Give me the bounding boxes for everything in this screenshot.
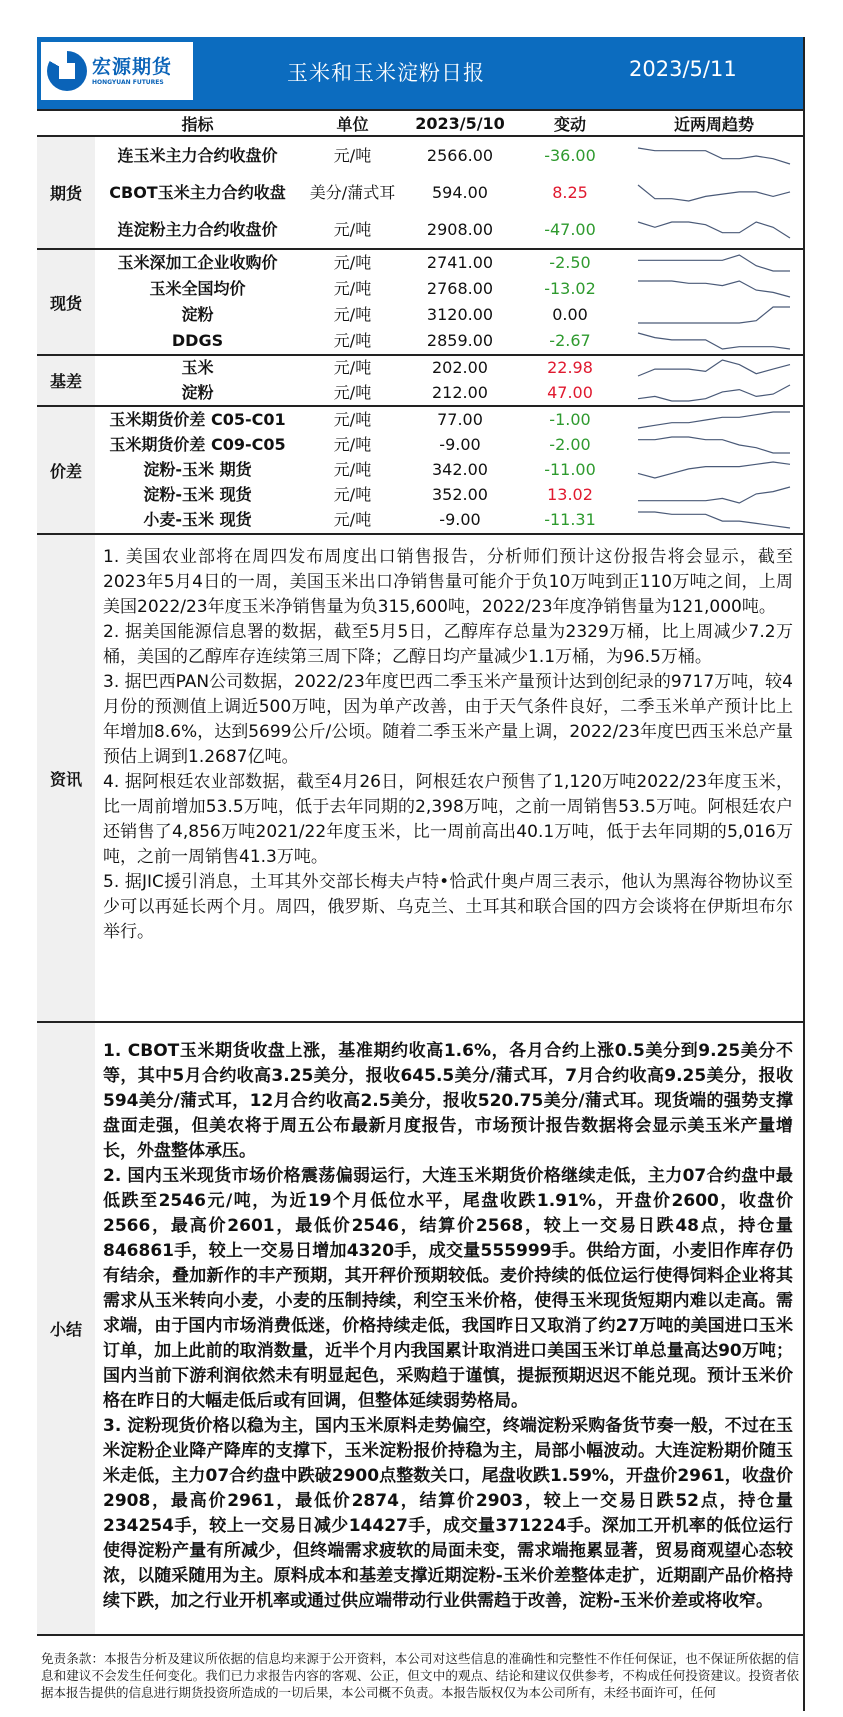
unit: 元/吨 bbox=[333, 485, 372, 505]
section-rows bbox=[95, 407, 803, 533]
news-label: 资讯 bbox=[37, 535, 95, 1021]
table-row bbox=[95, 432, 803, 457]
news-item: 5. 据JIC援引消息，土耳其外交部长梅夫卢特•恰武什奥卢周三表示，他认为黑海谷物协议至少可以再延长两个月。周四，俄罗斯、乌克兰、土耳其和联合国的四方会谈将在伊斯坦布尔举行。 bbox=[103, 872, 793, 942]
trend-line bbox=[638, 512, 790, 528]
summary-section bbox=[37, 1023, 803, 1636]
value: 77.00 bbox=[437, 409, 483, 429]
trend-line bbox=[638, 255, 790, 271]
unit: 元/吨 bbox=[333, 409, 372, 429]
unit: 元/吨 bbox=[333, 510, 372, 530]
trend-sparkline bbox=[636, 182, 792, 204]
unit: 元/吨 bbox=[333, 331, 372, 350]
indicator-name: 玉米 bbox=[181, 358, 214, 378]
trend-line bbox=[638, 185, 790, 201]
section-label: 期货 bbox=[37, 137, 95, 248]
trend-cell bbox=[625, 382, 803, 404]
value: 3120.00 bbox=[426, 305, 494, 324]
change: 8.25 bbox=[552, 182, 588, 202]
news-section bbox=[37, 535, 803, 1023]
news-item: 1. 美国农业部将在周四发布周度出口销售报告，分析师们预计这份报告将会显示，截至2023年5月4日的一周，美国玉米出口净销售量可能介于负10万吨到正110万吨之间，上周美国2022/23年度玉米净销售量为负315,600吨，2022/23年度净销售量为121,000吨。 bbox=[103, 547, 793, 617]
trend-line bbox=[638, 487, 790, 503]
value: 212.00 bbox=[432, 382, 488, 402]
news-item: 2. 据美国能源信息署的数据，截至5月5日，乙醇库存总量为2329万桶，比上周减少7.2万桶，美国的乙醇库存连续第三周下降；乙醇日均产量减少1.1万桶，为96.5万桶。 bbox=[103, 622, 793, 667]
change: -2.50 bbox=[549, 253, 591, 272]
news-item: 3. 据巴西PAN公司数据，2022/23年度巴西二季玉米产量预计达到创纪录的9717万吨，较4月份的预测值上调近500万吨，因为单产改善，由于天气条件良好，二季玉米单产预计比上年增加8.6%，达到5699公斤/公顷。随着二季玉米产量上调，2022/23年度巴西玉米总产量预估上调到1.2687亿吨。 bbox=[103, 672, 793, 767]
change: 47.00 bbox=[547, 382, 593, 402]
trend-cell bbox=[625, 434, 803, 456]
indicator-name: 淀粉-玉米 期货 bbox=[143, 460, 252, 479]
table-section bbox=[37, 137, 803, 250]
trend-sparkline bbox=[636, 434, 792, 456]
section-label: 基差 bbox=[37, 356, 95, 405]
value: 594.00 bbox=[432, 182, 488, 202]
trend-sparkline bbox=[636, 459, 792, 481]
trend-sparkline bbox=[636, 278, 792, 300]
table-row bbox=[95, 302, 803, 328]
indicator-name: 玉米全国均价 bbox=[149, 279, 246, 298]
trend-line bbox=[638, 360, 790, 376]
table-section bbox=[37, 356, 803, 407]
indicator-name: 淀粉 bbox=[181, 305, 214, 324]
table-header bbox=[37, 111, 803, 137]
value: 2859.00 bbox=[426, 331, 494, 350]
logo-mark-icon bbox=[47, 51, 87, 91]
indicator-name: 小麦-玉米 现货 bbox=[143, 510, 252, 530]
trend-sparkline bbox=[636, 357, 792, 379]
value: 2566.00 bbox=[426, 145, 494, 165]
data-table bbox=[37, 137, 803, 535]
unit: 元/吨 bbox=[333, 460, 372, 479]
unit: 元/吨 bbox=[333, 305, 372, 324]
section-label: 现货 bbox=[37, 250, 95, 354]
indicator-name: 玉米深加工企业收购价 bbox=[117, 253, 278, 272]
table-row bbox=[95, 483, 803, 508]
value: 352.00 bbox=[432, 485, 488, 505]
change: -2.00 bbox=[549, 434, 591, 454]
indicator-name: 玉米期货价差 C09-C05 bbox=[109, 434, 286, 454]
change: -47.00 bbox=[544, 219, 596, 239]
summary-item: 3. 淀粉现货价格以稳为主，国内玉米原料走势偏空，终端淀粉采购备货节奏一般，不过在玉米淀粉企业降产降库的支撑下，玉米淀粉报价持稳为主，局部小幅波动。大连淀粉期价随玉米走低，主力07合约盘中跌破2900点整数关口，尾盘收跌1.59%，开盘价2961，收盘价2908，最高价2961，最低价2874，结算价2903，较上一交易日跌52点，持仓量234254手，较上一交易日减少14427手，成交量371224手。深加工开机率的低位运行使得淀粉产量有所减少，但终端需求疲软的局面未变，需求端拖累显著，贸易商观望心态较浓，以随采随用为主。原料成本和基差支撑近期淀粉-玉米价差整体走扩，近期副产品价格持续下跌，加之行业开机率或通过供应端带动行业供需趋于改善，淀粉-玉米价差或将收窄。 bbox=[103, 1416, 793, 1611]
value: 202.00 bbox=[432, 358, 488, 378]
report-header bbox=[37, 37, 803, 111]
change: 22.98 bbox=[547, 358, 593, 378]
summary-body bbox=[95, 1023, 803, 1634]
trend-sparkline bbox=[636, 484, 792, 506]
trend-sparkline bbox=[636, 409, 792, 431]
trend-line bbox=[638, 307, 790, 323]
table-row bbox=[95, 407, 803, 432]
trend-sparkline bbox=[636, 304, 792, 326]
trend-sparkline bbox=[636, 145, 792, 167]
trend-cell bbox=[625, 145, 803, 167]
table-row bbox=[95, 276, 803, 302]
unit: 元/吨 bbox=[333, 219, 372, 239]
table-row bbox=[95, 356, 803, 381]
indicator-name: 淀粉 bbox=[181, 382, 214, 402]
trend-sparkline bbox=[636, 219, 792, 241]
unit: 元/吨 bbox=[333, 279, 372, 298]
trend-cell bbox=[625, 509, 803, 531]
unit: 美分/蒲式耳 bbox=[309, 182, 396, 202]
table-row bbox=[95, 250, 803, 276]
change: 0.00 bbox=[552, 305, 588, 324]
table-row bbox=[95, 508, 803, 533]
trend-line bbox=[638, 148, 790, 164]
change: -11.00 bbox=[544, 460, 596, 479]
value: -9.00 bbox=[439, 510, 481, 530]
section-rows bbox=[95, 137, 803, 248]
indicator-name: CBOT玉米主力合约收盘 bbox=[109, 182, 286, 202]
unit: 元/吨 bbox=[333, 145, 372, 165]
change: -13.02 bbox=[544, 279, 596, 298]
table-row bbox=[95, 211, 803, 248]
table-section bbox=[37, 250, 803, 356]
trend-line bbox=[638, 333, 790, 349]
value: -9.00 bbox=[439, 434, 481, 454]
unit: 元/吨 bbox=[333, 253, 372, 272]
trend-line bbox=[638, 281, 790, 297]
indicator-name: 玉米期货价差 C05-C01 bbox=[109, 409, 286, 429]
trend-cell bbox=[625, 278, 803, 300]
unit: 元/吨 bbox=[333, 382, 372, 402]
value: 2908.00 bbox=[426, 219, 494, 239]
indicator-name: 连玉米主力合约收盘价 bbox=[117, 145, 278, 165]
news-item: 4. 据阿根廷农业部数据，截至4月26日，阿根廷农户预售了1,120万吨2022/23年度玉米，比一周前增加53.5万吨，低于去年同期的2,398万吨，之前一周销售53.5万吨。阿根廷农户还销售了4,856万吨2021/22年度玉米，比一周前高出40.1万吨，低于去年同期的5,016万吨，之前一周销售41.3万吨。 bbox=[103, 772, 793, 867]
value: 342.00 bbox=[432, 460, 488, 479]
trend-line bbox=[638, 462, 790, 478]
section-rows bbox=[95, 250, 803, 354]
trend-cell bbox=[625, 252, 803, 274]
indicator-name: 淀粉-玉米 现货 bbox=[143, 485, 252, 505]
trend-cell bbox=[625, 484, 803, 506]
trend-line bbox=[638, 385, 790, 401]
trend-line bbox=[638, 437, 790, 453]
trend-cell bbox=[625, 182, 803, 204]
section-rows bbox=[95, 356, 803, 405]
trend-sparkline bbox=[636, 330, 792, 352]
value: 2768.00 bbox=[426, 279, 494, 298]
indicator-name: 连淀粉主力合约收盘价 bbox=[117, 219, 278, 239]
summary-label: 小结 bbox=[37, 1023, 95, 1634]
table-row bbox=[95, 174, 803, 211]
change: -2.67 bbox=[549, 331, 591, 350]
disclaimer: 免责条款：本报告分析及建议所依据的信息均来源于公开资料，本公司对这些信息的准确性和完整性不作任何保证，也不保证所依据的信息和建议不会发生任何变化。我们已力求报告内容的客观、公正，但文中的观点、结论和建议仅供参考，不构成任何投资建议。投资者依据本报告提供的信息进行期货投资所造成的一切后果，本公司概不负责。本报告版权仅为本公司所有，未经书面许可，任何 bbox=[41, 1651, 799, 1700]
change: -11.31 bbox=[544, 510, 596, 530]
col-change: 变动 bbox=[553, 114, 586, 134]
trend-line bbox=[638, 412, 790, 428]
trend-line bbox=[638, 222, 790, 238]
indicator-name: DDGS bbox=[171, 331, 224, 350]
news-body bbox=[95, 535, 803, 1021]
change: -1.00 bbox=[549, 409, 591, 429]
table-row bbox=[95, 328, 803, 354]
report bbox=[37, 37, 805, 1711]
col-trend: 近两周趋势 bbox=[673, 114, 754, 134]
unit: 元/吨 bbox=[333, 434, 372, 454]
col-date: 2023/5/10 bbox=[415, 113, 505, 133]
table-row bbox=[95, 381, 803, 406]
logo-en: HONGYUAN FUTURES bbox=[92, 79, 164, 86]
summary-item: 1. CBOT玉米期货收盘上涨，基准期约收高1.6%，各月合约上涨0.5美分到9.25美分不等，其中5月合约收高3.25美分，报收645.5美分/蒲式耳，7月合约收高9.25美分，报收594美分/蒲式耳，12月合约收高2.5美分，报收520.75美分/蒲式耳。现货端的强势支撑盘面走强，但美农将于周五公布最新月度报告，市场预计报告数据将会显示美玉米产量增长，外盘整体承压。 bbox=[103, 1041, 793, 1161]
change: -36.00 bbox=[544, 145, 596, 165]
logo-cn: 宏源期货 bbox=[92, 56, 173, 78]
summary-item: 2. 国内玉米现货市场价格震荡偏弱运行，大连玉米期货价格继续走低，主力07合约盘中最低跌至2546元/吨，为近19个月低位水平，尾盘收跌1.91%，开盘价2600，收盘价2566，最高价2601，最低价2546，结算价2568，较上一交易日跌48点，持仓量846861手，较上一交易日增加4320手，成交量555999手。供给方面，小麦旧作库存仍有结余，叠加新作的丰产预期，其开秤价预期较低。麦价持续的低位运行使得饲料企业将其需求从玉米转向小麦，小麦的压制持续，利空玉米价格，使得玉米现货短期内难以走高。需求端，由于国内市场消费低迷，价格持续走低，我国昨日又取消了约27万吨的美国进口玉米订单，加上此前的取消数量，近半个月内我国累计取消进口美国玉米订单总量高达90万吨；国内当前下游利润依然未有明显起色，采购趋于谨慎，提振预期迟迟不能兑现。预计玉米价格在昨日的大幅走低后或有回调，但整体延续弱势格局。 bbox=[103, 1166, 793, 1411]
value: 2741.00 bbox=[426, 253, 494, 272]
trend-cell bbox=[625, 304, 803, 326]
trend-sparkline bbox=[636, 382, 792, 404]
trend-cell bbox=[625, 219, 803, 241]
change: 13.02 bbox=[547, 485, 593, 505]
trend-cell bbox=[625, 357, 803, 379]
report-title: 玉米和玉米淀粉日报 bbox=[287, 61, 485, 85]
trend-sparkline bbox=[636, 252, 792, 274]
col-indicator: 指标 bbox=[181, 114, 214, 134]
table-row bbox=[95, 137, 803, 174]
trend-cell bbox=[625, 459, 803, 481]
trend-cell bbox=[625, 409, 803, 431]
table-row bbox=[95, 457, 803, 482]
report-date: 2023/5/11 bbox=[629, 57, 737, 81]
company-logo bbox=[41, 42, 193, 100]
unit: 元/吨 bbox=[333, 358, 372, 378]
col-unit: 单位 bbox=[336, 114, 369, 134]
trend-sparkline bbox=[636, 509, 792, 531]
section-label: 价差 bbox=[37, 407, 95, 533]
table-section bbox=[37, 407, 803, 535]
trend-cell bbox=[625, 330, 803, 352]
